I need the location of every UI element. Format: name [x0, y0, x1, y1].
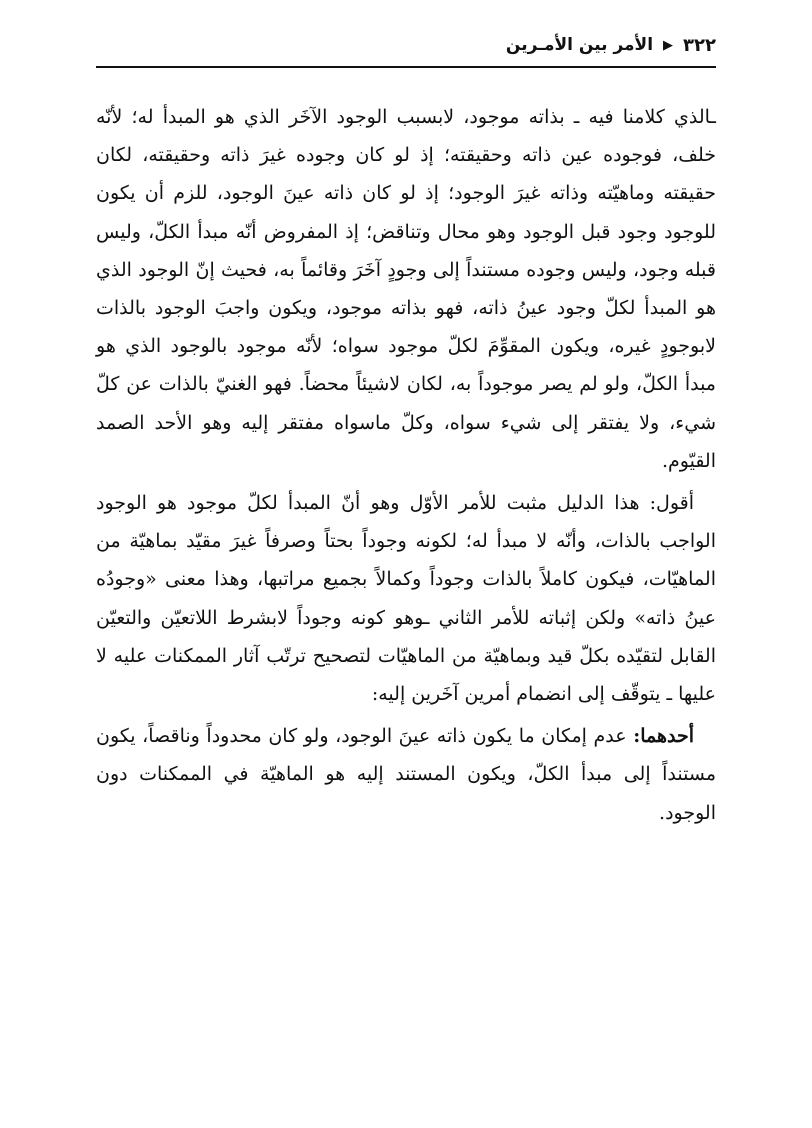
paragraph-3-text: عدم إمكان ما يكون ذاته عينَ الوجود، ولو كان محدوداً وناقصاً، يكون مستنداً إلى مبدأ الكلّ، ويكون المستند إليه هو الماهيّة في الممكنات دون الوجود.	[96, 725, 716, 824]
header-divider	[96, 66, 716, 68]
page-number: ٣٢٢	[683, 34, 716, 56]
play-arrow-icon: ▶	[663, 37, 674, 53]
paragraph-1: ـالذي كلامنا فيه ـ بذاته موجود، لابسبب الوجود الآخَر الذي هو المبدأ له؛ لأنّه خلف، فوجوده عين ذاته وحقيقته؛ إذ لو كان وجوده غيرَ ذاته وحقيقته، لكان حقيقته وماهيّته وذاته غيرَ الوجود؛ إذ لو كان ذاته عينَ الوجود، للزم أن يكون للوجود وجود قبل الوجود وهو محال وتناقض؛ إذ المفروض أنّه مبدأ الكلّ، وليس قبله وجود، وليس وجوده مستنداً إلى وجودٍ آخَرَ وقائماً به، فحيث إنّ الوجود الذي هو المبدأ لكلّ وجود عينُ ذاته، فهو بذاته موجود، ويكون واجبَ الوجود بالذات لابوجودٍ غيره، ويكون المقوِّمَ لكلّ موجود سواه؛ لأنّه موجود بالوجود الذي هو مبدأ الكلّ، ولو لم يصر موجوداً به، لكان لاشيئاً محضاً. فهو الغنيّ بالذات عن كلّ شيء، ولا يفتقر إلى شيء سواه، وكلّ ماسواه مفتقر إليه وهو الأحد الصمد القيّوم.	[96, 106, 716, 472]
body-text	[96, 98, 716, 836]
paragraph-3-lead: أحدهما:	[633, 725, 694, 748]
page-header	[96, 28, 716, 62]
running-title: الأمر بين الأمـرين	[505, 35, 654, 55]
paragraph-2: أقول: هذا الدليل مثبت للأمر الأوّل وهو أنّ المبدأ لكلّ موجود هو الوجود الواجب بالذات، وأنّه لا مبدأ له؛ لكونه وجوداً بحتاً وصرفاً غيرَ مقيّد بماهيّة من الماهيّات، فيكون كاملاً بالذات وجوداً وكمالاً بجميع مراتبها، وهذا معنى «وجودُه عينُ ذاته» ولكن إثباته للأمر الثاني ـوهو كونه وجوداً لابشرط اللاتعيّن والتعيّن القابل لتقيّده بكلّ قيد وبماهيّة من الماهيّات لتصحيح ترتّب آثار الممكنات عليه لا عليها ـ يتوقّف إلى انضمام أمرين آخَرين إليه:	[96, 492, 716, 706]
paragraph-3	[96, 717, 716, 832]
